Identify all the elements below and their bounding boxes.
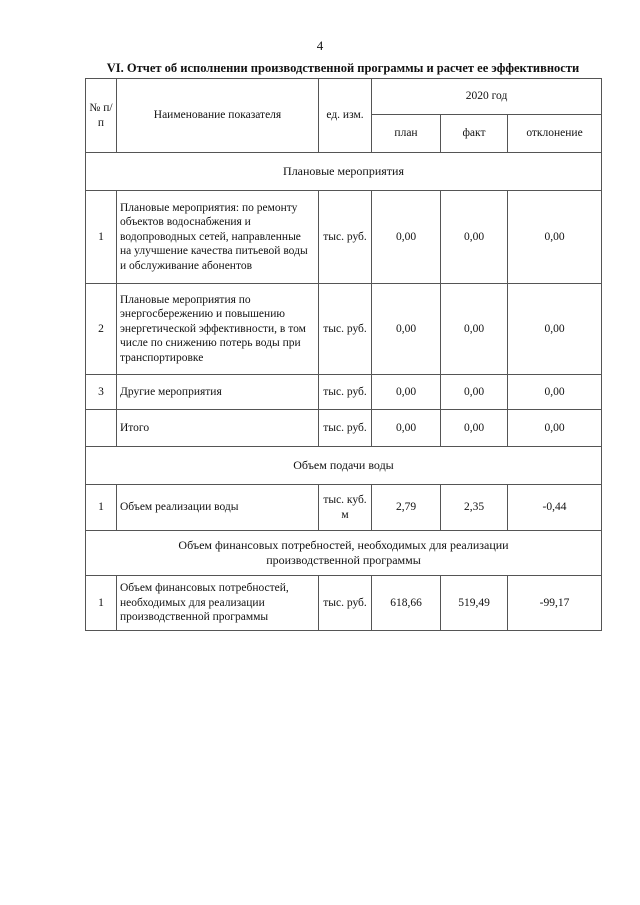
header-fact: факт	[441, 115, 508, 153]
section-title: Объем финансовых потребностей, необходимых для реализации производственной программы	[86, 531, 602, 576]
row-plan: 2,79	[372, 485, 441, 531]
row-deviation: 0,00	[508, 191, 602, 284]
section-header	[86, 153, 602, 191]
row-unit: тыс. руб.	[319, 284, 372, 375]
report-title: VI. Отчет об исполнении производственной программы и расчет ее эффективности	[106, 61, 580, 75]
row-fact: 2,35	[441, 485, 508, 531]
header-num: № п/п	[86, 79, 117, 153]
table-row	[86, 284, 602, 375]
row-deviation: 0,00	[508, 375, 602, 410]
row-name: Плановые мероприятия по энергосбережению и повышению энергетической эффективности, в том числе по снижению потерь воды при транспортировке	[117, 284, 319, 375]
row-fact: 0,00	[441, 284, 508, 375]
total-row	[86, 410, 602, 447]
section-header	[86, 447, 602, 485]
row-name: Итого	[117, 410, 319, 447]
section-header	[86, 531, 602, 576]
table-row	[86, 485, 602, 531]
row-unit: тыс. руб.	[319, 576, 372, 631]
table-row	[86, 576, 602, 631]
row-name: Плановые мероприятия: по ремонту объектов водоснабжения и водопроводных сетей, направленные на улучшение качества питьевой воды и обслуживание абонентов	[117, 191, 319, 284]
header-name: Наименование показателя	[117, 79, 319, 153]
row-unit: тыс. руб.	[319, 375, 372, 410]
row-unit: тыс. руб.	[319, 191, 372, 284]
header-year: 2020 год	[372, 79, 602, 115]
row-deviation: 0,00	[508, 284, 602, 375]
table-row	[86, 191, 602, 284]
row-plan: 0,00	[372, 410, 441, 447]
row-name: Объем реализации воды	[117, 485, 319, 531]
row-num	[86, 410, 117, 447]
header-unit: ед. изм.	[319, 79, 372, 153]
report-table	[85, 78, 602, 631]
row-plan: 618,66	[372, 576, 441, 631]
row-fact: 519,49	[441, 576, 508, 631]
row-num: 1	[86, 485, 117, 531]
row-name: Другие мероприятия	[117, 375, 319, 410]
section-title: Объем подачи воды	[86, 447, 602, 485]
row-plan: 0,00	[372, 284, 441, 375]
row-unit: тыс. руб.	[319, 410, 372, 447]
row-num: 1	[86, 576, 117, 631]
section-title: Плановые мероприятия	[86, 153, 602, 191]
row-fact: 0,00	[441, 191, 508, 284]
row-deviation: 0,00	[508, 410, 602, 447]
row-num: 3	[86, 375, 117, 410]
row-num: 1	[86, 191, 117, 284]
row-plan: 0,00	[372, 375, 441, 410]
header-deviation: отклонение	[508, 115, 602, 153]
row-name: Объем финансовых потребностей, необходимых для реализации производственной программы	[117, 576, 319, 631]
header-plan: план	[372, 115, 441, 153]
header-row	[86, 79, 602, 115]
row-unit: тыс. куб. м	[319, 485, 372, 531]
row-deviation: -0,44	[508, 485, 602, 531]
row-plan: 0,00	[372, 191, 441, 284]
row-deviation: -99,17	[508, 576, 602, 631]
page-number: 4	[316, 38, 324, 53]
row-fact: 0,00	[441, 410, 508, 447]
row-fact: 0,00	[441, 375, 508, 410]
table-row	[86, 375, 602, 410]
row-num: 2	[86, 284, 117, 375]
